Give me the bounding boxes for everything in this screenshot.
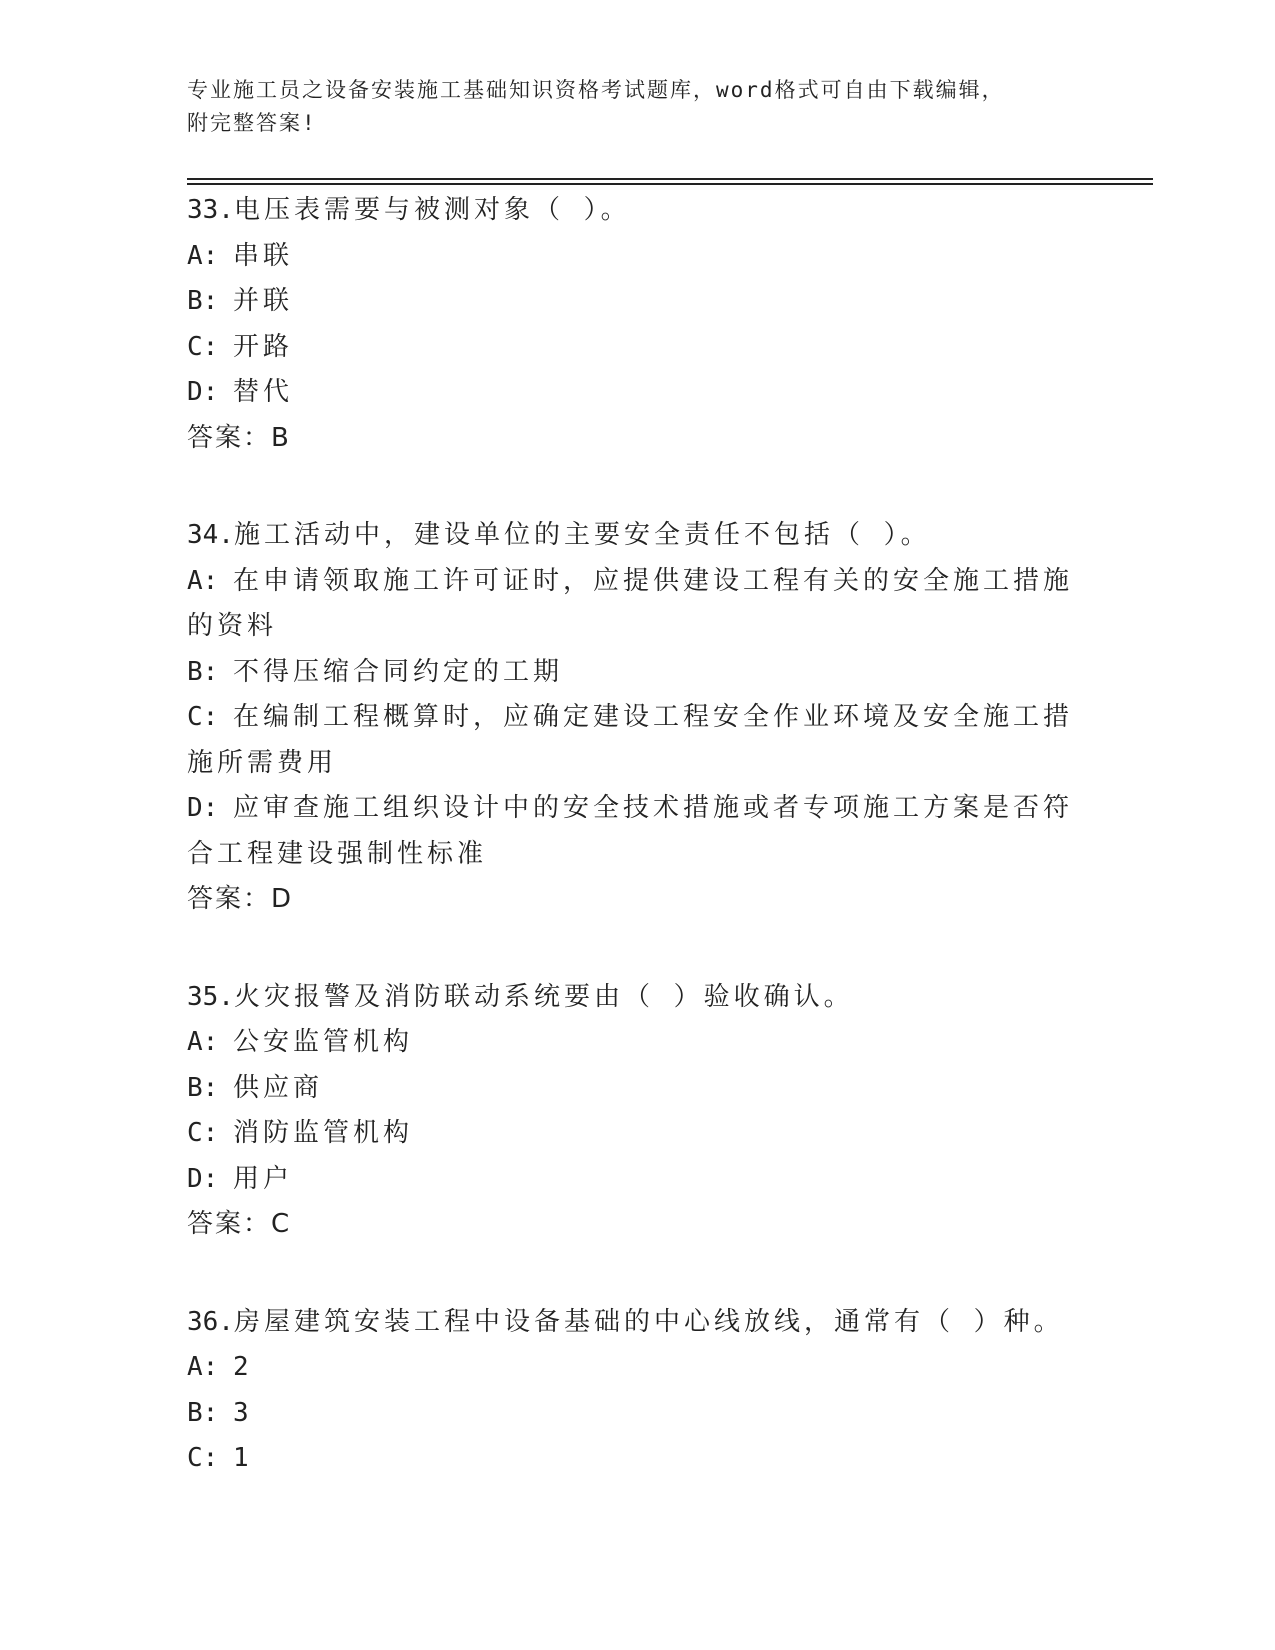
option-c (187, 695, 1087, 786)
question-number: 35. (187, 981, 234, 1012)
question-36 (187, 1300, 1087, 1482)
option-a (187, 1020, 1087, 1066)
question-33 (187, 188, 1087, 461)
option-a (187, 559, 1087, 650)
option-c (187, 1436, 1087, 1482)
option-b (187, 1391, 1087, 1437)
option-text: 串联 (233, 240, 294, 271)
option-key: D: (187, 1163, 219, 1194)
option-a (187, 234, 1087, 280)
question-stem (187, 975, 1087, 1021)
option-key: B: (187, 1397, 219, 1428)
option-key: B: (187, 286, 219, 316)
option-key: C: (187, 1443, 219, 1473)
question-number: 33. (187, 195, 234, 225)
option-d (187, 786, 1087, 877)
answer-line: 答案：D (187, 884, 294, 914)
option-key: B: (187, 1072, 219, 1103)
question-stem (187, 1300, 1087, 1346)
header-divider-top (187, 178, 1153, 180)
option-text: 用户 (233, 1163, 294, 1194)
option-key: C: (187, 1118, 219, 1148)
option-text: 3 (233, 1397, 253, 1428)
option-key: D: (187, 793, 219, 823)
question-text: 电压表需要与被测对象（ ）。 (233, 195, 631, 225)
question-35 (187, 975, 1087, 1248)
option-text: 不得压缩合同约定的工期 (233, 656, 564, 687)
option-c (187, 325, 1087, 371)
option-key: C: (187, 331, 219, 362)
question-text: 火灾报警及消防联动系统要由（ ）验收确认。 (233, 981, 854, 1012)
question-number: 36. (187, 1306, 234, 1337)
option-text: 2 (233, 1352, 253, 1382)
option-a (187, 1345, 1087, 1391)
option-key: A: (187, 1352, 219, 1382)
option-text: 开路 (233, 331, 294, 362)
header-title-line1: 专业施工员之设备安装施工基础知识资格考试题库，word格式可自由下载编辑， (187, 78, 1005, 102)
question-text: 施工活动中，建设单位的主要安全责任不包括（ ）。 (233, 520, 931, 550)
option-key: A: (187, 565, 219, 596)
option-c (187, 1111, 1087, 1157)
question-34 (187, 513, 1087, 923)
question-stem (187, 188, 1087, 234)
document-header (187, 74, 1087, 140)
option-text: 在申请领取施工许可证时，应提供建设工程有关的安全施工措施的资料 (187, 565, 1074, 641)
option-key: D: (187, 377, 219, 407)
option-d (187, 370, 1087, 416)
option-text: 替代 (233, 377, 294, 407)
option-text: 并联 (233, 286, 294, 316)
option-b (187, 279, 1087, 325)
option-key: C: (187, 702, 219, 732)
option-b (187, 1066, 1087, 1112)
question-stem (187, 513, 1087, 559)
option-d (187, 1157, 1087, 1203)
option-text: 在编制工程概算时，应确定建设工程安全作业环境及安全施工措施所需费用 (187, 702, 1074, 778)
header-title-line2: 附完整答案! (187, 111, 317, 135)
option-text: 供应商 (233, 1072, 324, 1103)
option-text: 公安监管机构 (233, 1027, 414, 1057)
header-divider-bottom (187, 183, 1153, 185)
question-text: 房屋建筑安装工程中设备基础的中心线放线，通常有（ ）种。 (233, 1306, 1064, 1337)
answer-line: 答案：C (187, 1209, 292, 1239)
option-key: A: (187, 240, 219, 271)
question-number: 34. (187, 520, 234, 550)
option-text: 1 (233, 1443, 253, 1473)
option-b (187, 650, 1087, 696)
question-list (187, 188, 1087, 1534)
option-text: 消防监管机构 (233, 1118, 414, 1148)
option-key: B: (187, 656, 219, 687)
option-text: 应审查施工组织设计中的安全技术措施或者专项施工方案是否符合工程建设强制性标准 (187, 793, 1074, 869)
answer-line: 答案：B (187, 422, 291, 453)
option-key: A: (187, 1027, 219, 1057)
